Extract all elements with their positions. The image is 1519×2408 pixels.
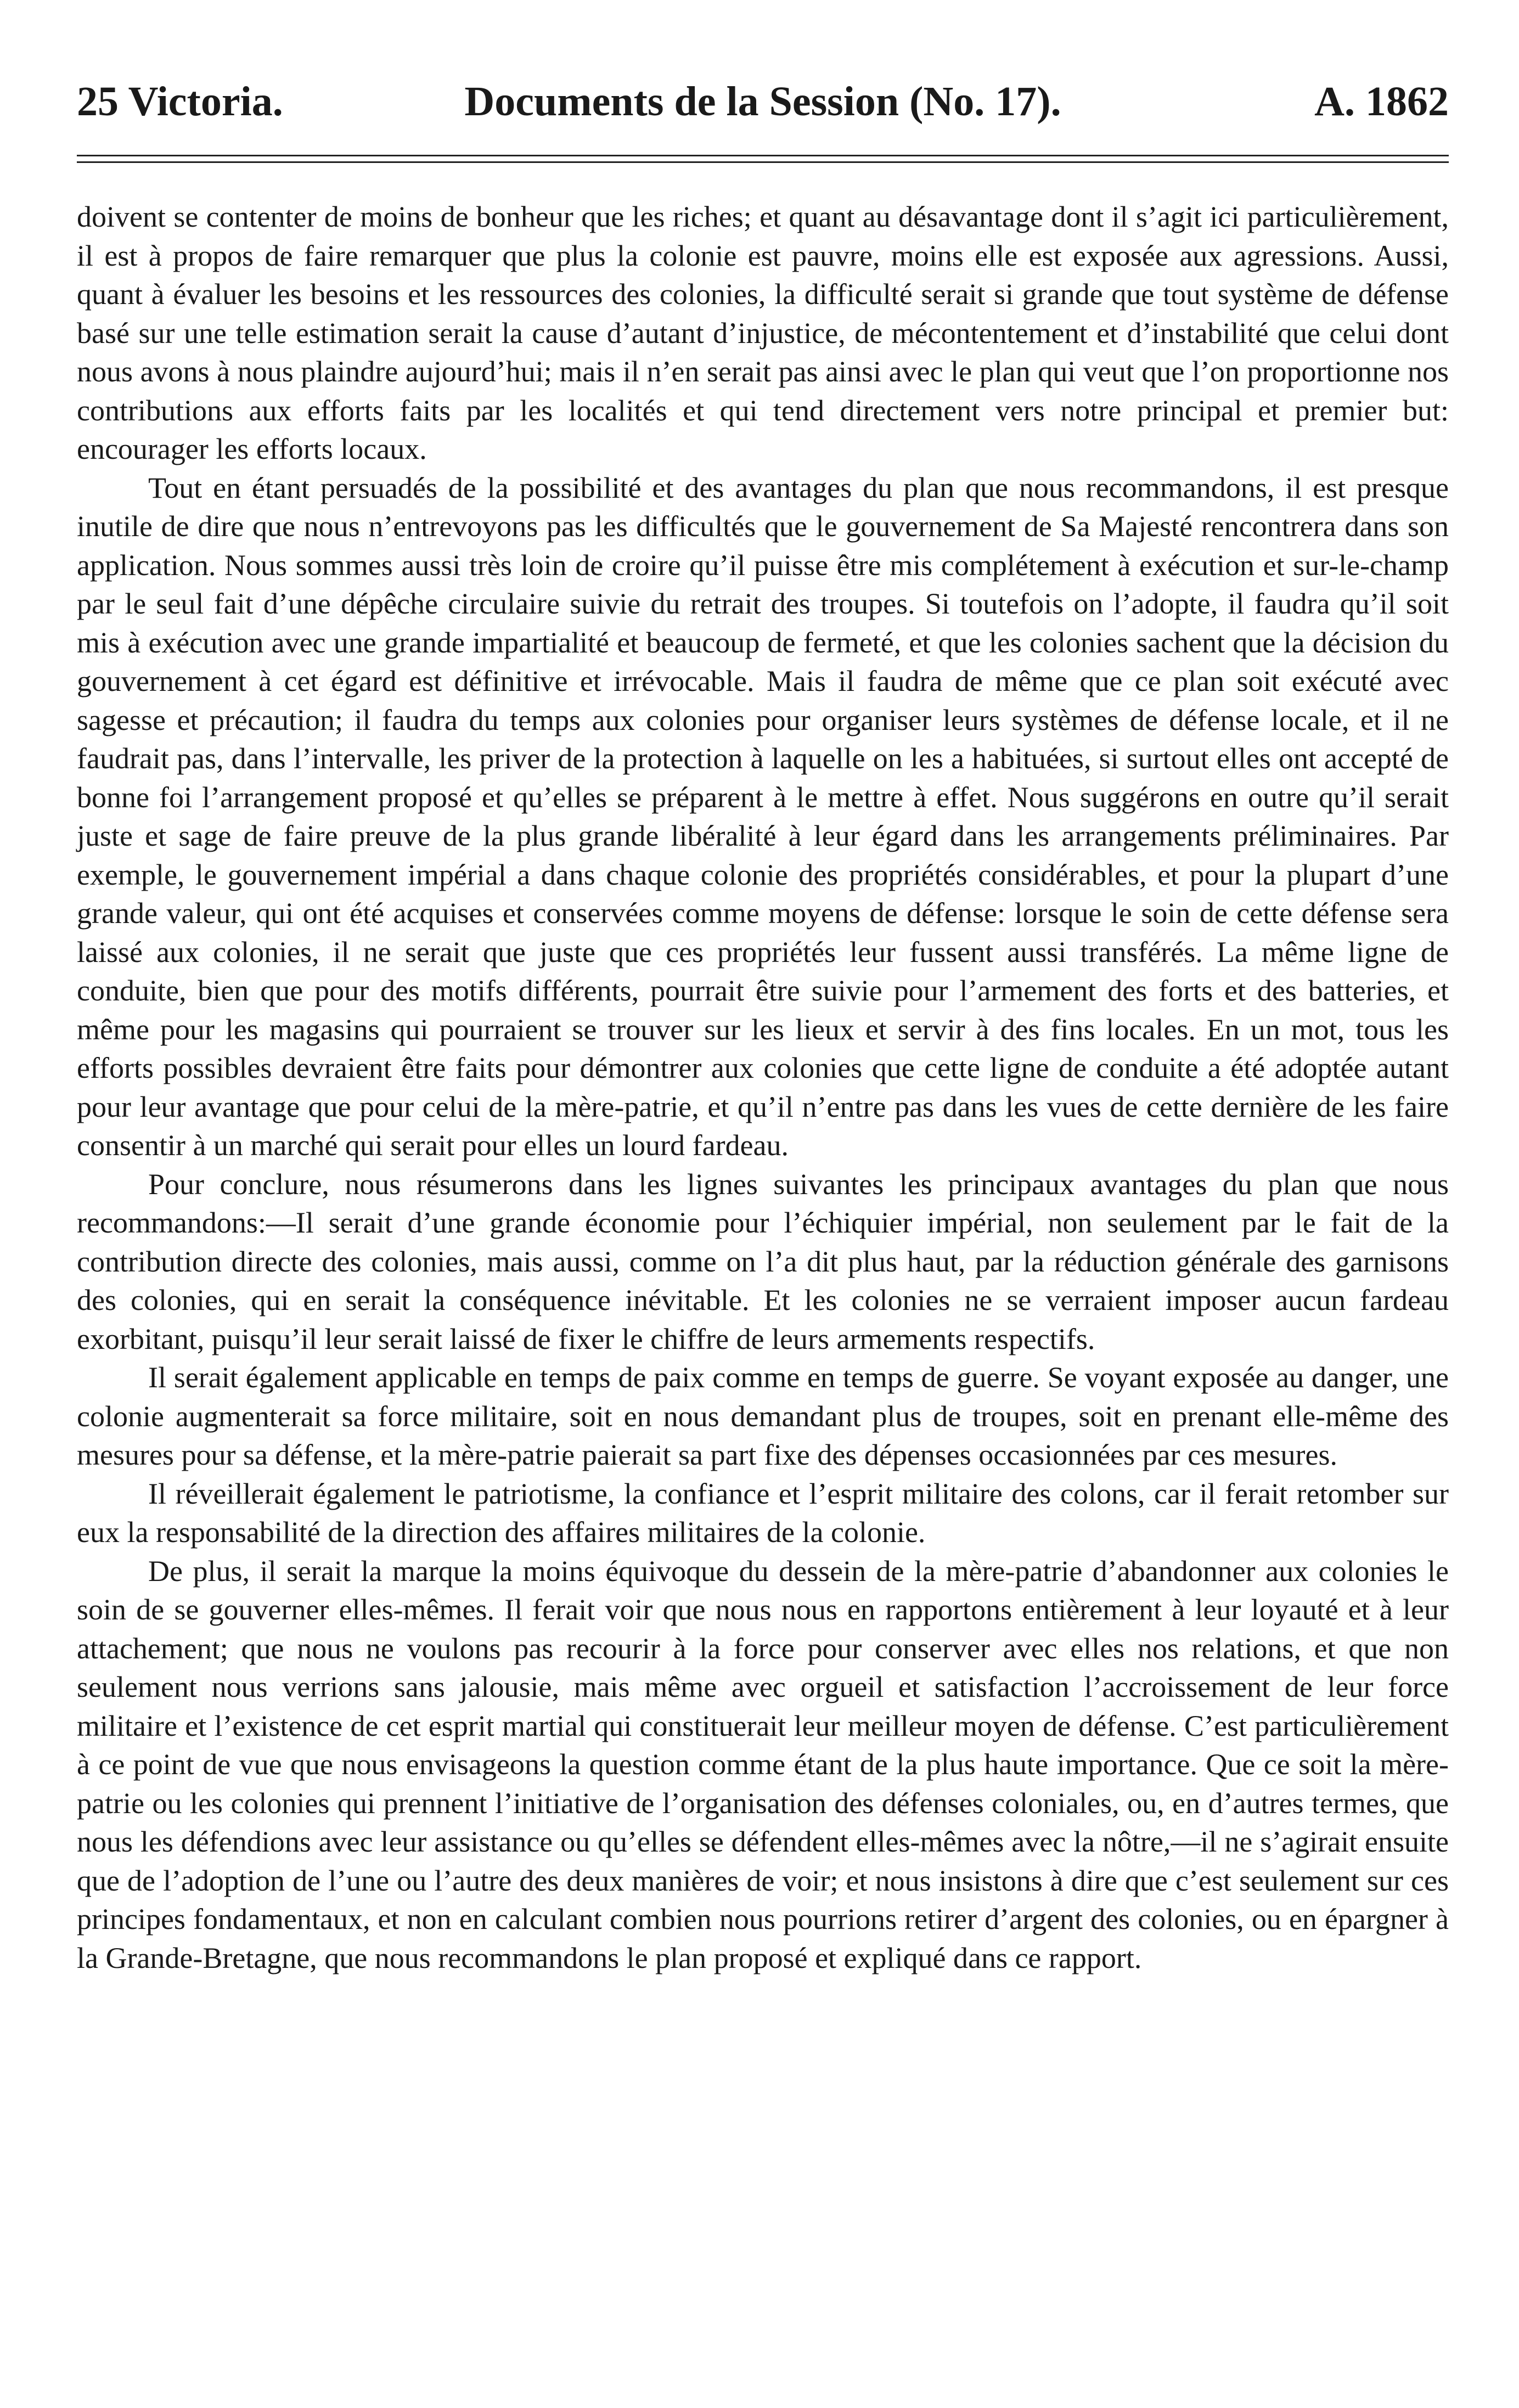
paragraph-patriotism: Il réveillerait également le patriotisme, la confiance et l’esprit militaire des colons, car il ferait retomber sur eux la responsabilité de la direction des affaires militaires de la colonie.: [77, 1477, 1449, 1549]
paragraph-self-government: De plus, il serait la marque la moins équivoque du dessein de la mère-patrie d’abandonner aux colonies le soin de se gouverner elles-mêmes. Il ferait voir que nous nous en rapportons entièrement à leur loyauté et à leur attachement; que nous ne voulons pas recourir à la force pour conserver avec elles nos relations, et que non seulement nous verrions sans jalousie, mais même avec orgueil et satisfaction l’accroissement de leur force militaire et l’existence de cet esprit martial qui constituerait leur meilleur moyen de défense. C’est particulièrement à ce point de vue que nous envisageons la question comme étant de la plus haute importance. Que ce soit la mère-patrie ou les colonies qui prennent l’initiative de l’organisation des défenses coloniales, ou, en d’autres termes, que nous les défendions avec leur assistance ou qu’elles se défendent elles-mêmes avec la nôtre,—il ne s’agirait ensuite que de l’adoption de l’une ou l’autre des deux manières de voir; et nous insistons à dire que c’est seulement sur ces principes fondamentaux, et non en calculant combien nous pourrions retirer d’argent des colonies, ou en épargner à la Grande-Bretagne, que nous recommandons le plan proposé et expliqué dans ce rapport.: [77, 1554, 1449, 1974]
header-document-title: Documents de la Session (No. 17).: [464, 78, 1061, 125]
header-session-year: 25 Victoria.: [77, 78, 283, 125]
body-text: [77, 198, 1449, 1977]
header-year-code: A. 1862: [1314, 78, 1449, 125]
paragraph-peace-war: Il serait également applicable en temps de paix comme en temps de guerre. Se voyant exposée au danger, une colonie augmenterait sa force militaire, soit en nous demandant plus de troupes, soit en prenant elle-même des mesures pour sa défense, et la mère-patrie paierait sa part fixe des dépenses occasionnées par ces mesures.: [77, 1361, 1449, 1471]
paragraph-plan-difficulties: Tout en étant persuadés de la possibilité et des avantages du plan que nous recommandons, il est presque inutile de dire que nous n’entrevoyons pas les difficultés que le gouvernement de Sa Majesté rencontrera dans son application. Nous sommes aussi très loin de croire qu’il puisse être mis complétement à exécution et sur-le-champ par le seul fait d’une dépêche circulaire suivie du retrait des troupes. Si toutefois on l’adopte, il faudra qu’il soit mis à exécution avec une grande impartialité et beaucoup de fermeté, et que les colonies sachent que la décision du gouvernement à cet égard est définitive et irrévocable. Mais il faudra de même que ce plan soit exécuté avec sagesse et précaution; il faudra du temps aux colonies pour organiser leurs systèmes de défense locale, et il ne faudrait pas, dans l’intervalle, les priver de la protection à laquelle on les a habituées, si surtout elles ont accepté de bonne foi l’arrangement proposé et qu’elles se préparent à le mettre à effet. Nous suggérons en outre qu’il serait juste et sage de faire preuve de la plus grande libéralité à leur égard dans les arrangements préliminaires. Par exemple, le gouvernement impérial a dans chaque colonie des propriétés considérables, et pour la plupart d’une grande valeur, qui ont été acquises et conservées comme moyens de défense: lorsque le soin de cette défense sera laissé aux colonies, il ne serait que juste que ces propriétés leur fussent aussi transférés. La même ligne de conduite, bien que pour des motifs différents, pourrait être suivie pour l’armement des forts et des batteries, et même pour les magasins qui pourraient se trouver sur les lieux et servir à des fins locales. En un mot, tous les efforts possibles devraient être faits pour démontrer aux colonies que cette ligne de conduite a été adoptée autant pour leur avantage que pour celui de la mère-patrie, et qu’il n’entre pas dans les vues de cette dernière de les faire consentir à un marché qui serait pour elles un lourd fardeau.: [77, 471, 1449, 1162]
header-rule-top: [77, 155, 1449, 156]
paragraph-conclusion: Pour conclure, nous résumerons dans les lignes suivantes les principaux avantages du plan que nous recommandons:—Il serait d’une grande économie pour l’échiquier impérial, non seulement par le fait de la contribution directe des colonies, mais aussi, comme on l’a dit plus haut, par la réduction générale des garnisons des colonies, qui en serait la conséquence inévitable. Et les colonies ne se verraient imposer aucun fardeau exorbitant, puisqu’il leur serait laissé de fixer le chiffre de leurs armements respectifs.: [77, 1167, 1449, 1355]
header-rule-bottom: [77, 161, 1449, 163]
paragraph-continuation: doivent se contenter de moins de bonheur que les riches; et quant au désavantage dont il s’agit ici particulièrement, il est à propos de faire remarquer que plus la colonie est pauvre, moins elle est exposée aux agressions. Aussi, quant à évaluer les besoins et les ressources des colonies, la difficulté serait si grande que tout système de défense basé sur une telle estimation serait la cause d’autant d’injustice, de mécontentement et d’instabilité que celui dont nous avons à nous plaindre aujourd’hui; mais il n’en serait pas ainsi avec le plan qui veut que l’on proportionne nos contributions aux efforts faits par les localités et qui tend directement vers notre principal et premier but: encourager les efforts locaux.: [77, 200, 1449, 465]
page-header: [77, 71, 1449, 132]
